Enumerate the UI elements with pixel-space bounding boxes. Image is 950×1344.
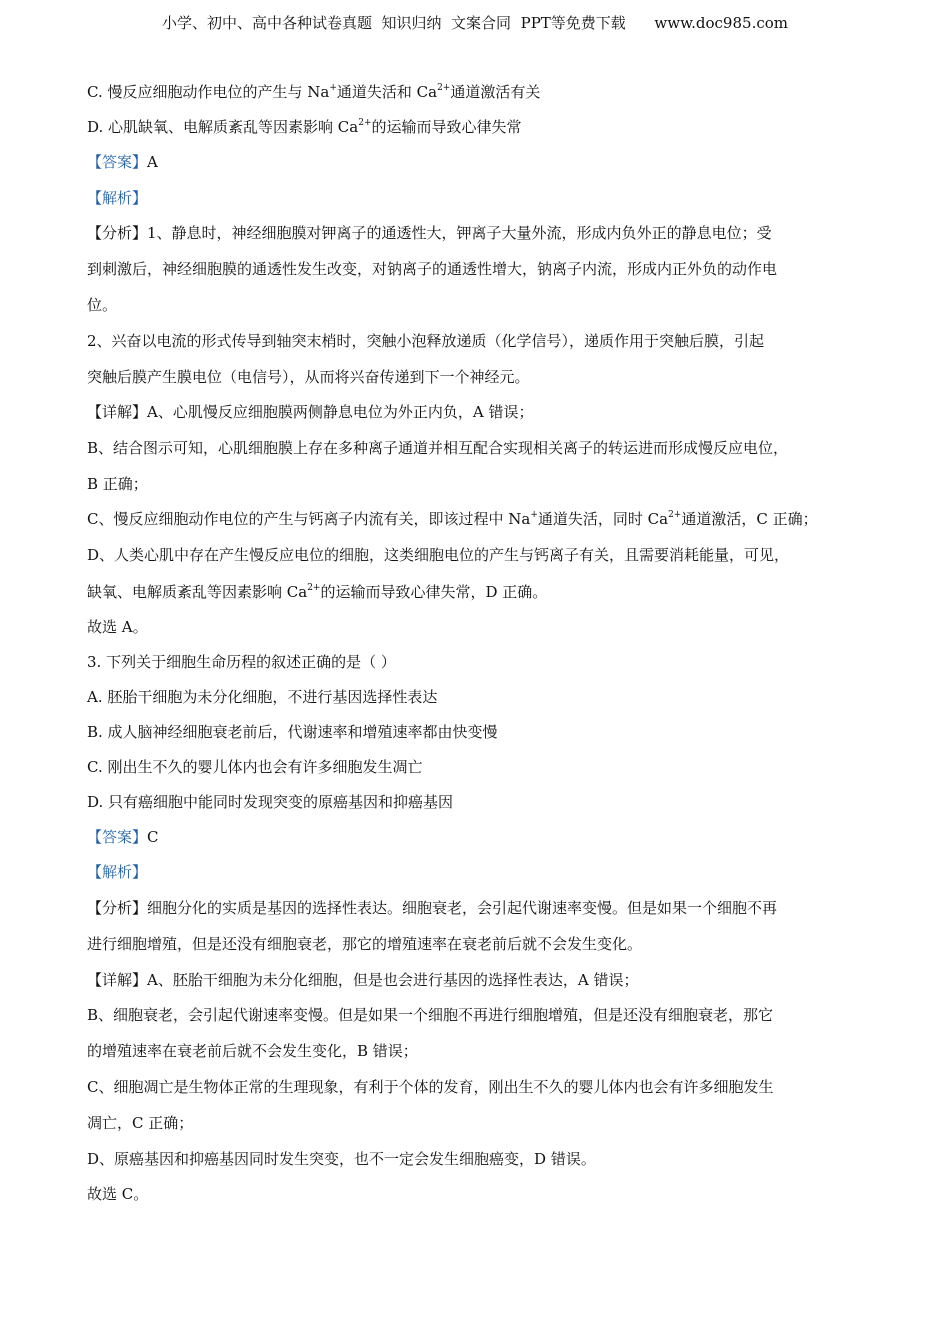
q2-detail-c: C、慢反应细胞动作电位的产生与钙离子内流有关，即该过程中 Na+通道失活，同时 $Ca^{2+}$通道激活，C 正确； [87,510,818,528]
q3-option-b: B. 成人脑神经细胞衰老前后，代谢速率和增殖速率都由快变慢 [87,723,498,741]
q3-detail-c: 凋亡，C 正确； [87,1114,194,1132]
q3-analysis-line: 进行细胞增殖，但是还没有细胞衰老，那它的增殖速率在衰老前后就不会发生变化。 [87,935,643,953]
answer-tag: 【答案】 [87,828,148,846]
q2-option-d: D. 心肌缺氧、电解质紊乱等因素影响 $Ca^{2+}$的运输而导致心律失常 [87,118,522,136]
q3-jiexi-tag: 【解析】 [87,863,148,881]
q3-analysis: 【分析】细胞分化的实质是基因的选择性表达。细胞衰老，会引起代谢速率变慢。但是如果一个细胞不再 [87,899,778,917]
q3-option-d: D. 只有癌细胞中能同时发现突变的原癌基因和抑癌基因 [87,793,454,811]
q3-stem: 3. 下列关于细胞生命历程的叙述正确的是（ ） [87,653,396,671]
q3-option-a: A. 胚胎干细胞为未分化细胞，不进行基因选择性表达 [87,688,438,706]
q3-option-c: C. 刚出生不久的婴儿体内也会有许多细胞发生凋亡 [87,758,423,776]
q2-analysis-line: 2、兴奋以电流的形式传导到轴突末梢时，突触小泡释放递质（化学信号），递质作用于突触后膜，引起 [87,332,765,350]
q2-conclusion: 故选 A。 [87,618,148,636]
q2-detail-d: D、人类心肌中存在产生慢反应电位的细胞，这类细胞电位的产生与钙离子有关，且需要消耗能量，可见， [87,546,790,564]
q2-analysis-line: 位。 [87,296,118,314]
q3-detail-d: D、原癌基因和抑癌基因同时发生突变，也不一定会发生细胞癌变，D 错误。 [87,1150,596,1168]
q3-answer: 【答案】C [87,828,159,846]
q2-analysis: 【分析】1、静息时，神经细胞膜对钾离子的通透性大，钾离子大量外流，形成内负外正的静息电位；受 [87,224,772,242]
q2-jiexi-tag: 【解析】 [87,189,148,207]
page-header: 小学、初中、高中各种试卷真题 知识归纳 文案合同 PPT等免费下载 www.doc985.com [161,14,788,32]
q2-analysis-line: 突触后膜产生膜电位（电信号），从而将兴奋传递到下一个神经元。 [87,368,530,386]
answer-tag: 【答案】 [87,153,148,171]
q2-option-c: C. 慢反应细胞动作电位的产生与 Na+通道失活和 $Ca^{2+}$通道激活有关 [87,83,541,101]
q2-answer: 【答案】A [87,153,158,171]
q2-detail-d: 缺氧、电解质紊乱等因素影响 $Ca^{2+}$的运输而导致心律失常，D 正确。 [87,583,548,601]
q3-detail-b: 的增殖速率在衰老前后就不会发生变化，B 错误； [87,1042,418,1060]
q3-detail-c: C、细胞凋亡是生物体正常的生理现象，有利于个体的发育，刚出生不久的婴儿体内也会有许多细胞发生 [87,1078,774,1096]
q2-detail-b: B 正确； [87,475,148,493]
q2-detail-a: 【详解】A、心肌慢反应细胞膜两侧静息电位为外正内负，A 错误； [87,403,534,421]
q2-detail-b: B、结合图示可知，心肌细胞膜上存在多种离子通道并相互配合实现相关离子的转运进而形成慢反应电位， [87,439,789,457]
q3-detail-b: B、细胞衰老，会引起代谢速率变慢。但是如果一个细胞不再进行细胞增殖，但是还没有细胞衰老，那它 [87,1006,774,1024]
q3-detail-a: 【详解】A、胚胎干细胞为未分化细胞，但是也会进行基因的选择性表达，A 错误； [87,971,639,989]
q2-analysis-line: 到刺激后，神经细胞膜的通透性发生改变，对钠离子的通透性增大，钠离子内流，形成内正外负的动作电 [87,260,778,278]
q3-conclusion: 故选 C。 [87,1185,149,1203]
